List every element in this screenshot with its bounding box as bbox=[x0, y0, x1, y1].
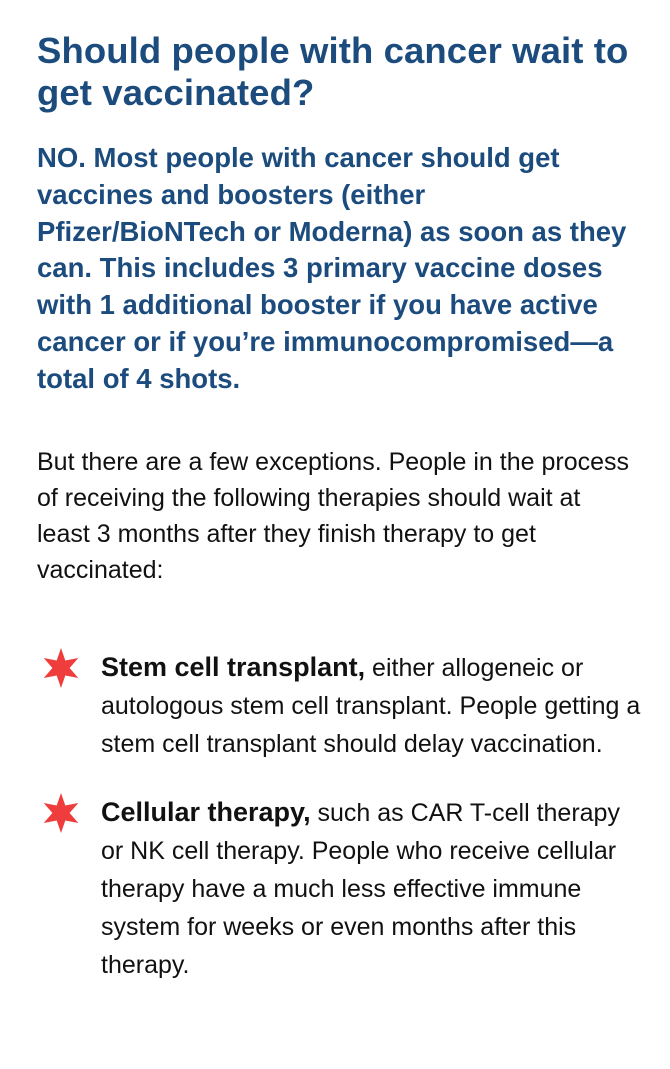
red-star-icon bbox=[41, 793, 81, 833]
list-item-stem-cell-transplant bbox=[37, 648, 645, 763]
exceptions-list bbox=[37, 648, 642, 984]
answer-summary: NO. Most people with cancer should get vaccines and boosters (either Pfizer/BioNTech or Moderna) as soon as they can. This includes 3 primary vaccine doses with 1 additional booster if you have active cancer or if you’re immunocompromised—a total of 4 shots. bbox=[37, 142, 627, 394]
exception-description: either allogeneic or autologous stem cell transplant. People getting a stem cell transplant should delay vaccination. bbox=[101, 654, 641, 759]
page-title: Should people with cancer wait to get vaccinated? bbox=[37, 30, 629, 113]
red-star-icon bbox=[41, 648, 81, 688]
exception-description: such as CAR T-cell therapy or NK cell therapy. People who receive cellular therapy have a much less effective immune system for weeks or even months after this therapy. bbox=[101, 799, 620, 980]
exception-term: Stem cell transplant, bbox=[101, 652, 366, 683]
document-page bbox=[37, 30, 642, 1014]
list-item-cellular-therapy bbox=[37, 793, 645, 984]
exceptions-intro: But there are a few exceptions. People in the process of receiving the following therapies should wait at least 3 months after they finish therapy to get vaccinated: bbox=[37, 447, 630, 585]
exception-term: Cellular therapy, bbox=[101, 797, 311, 828]
